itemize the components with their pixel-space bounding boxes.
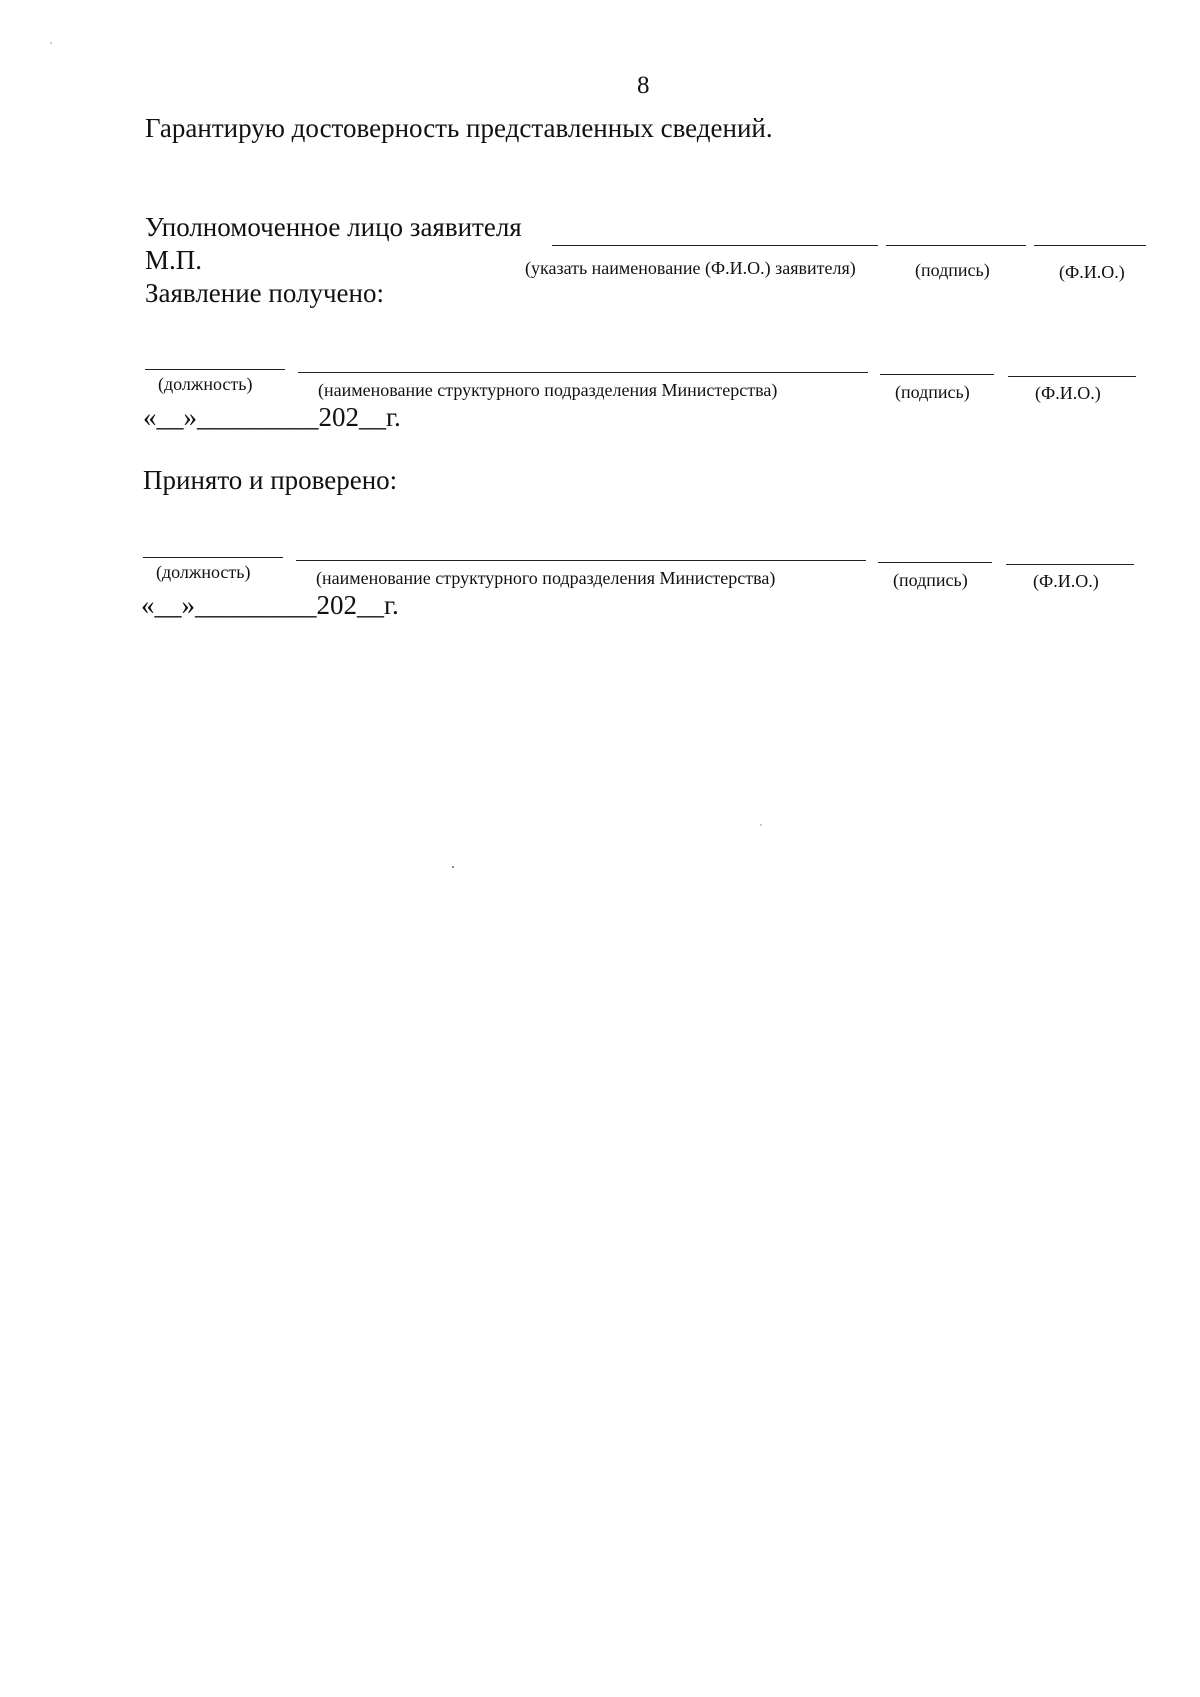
guarantee-statement: Гарантирую достоверность представленных сведений. — [145, 113, 773, 143]
checked-signature-line — [878, 562, 992, 563]
page-number: 8 — [637, 72, 650, 99]
seal-label: М.П. — [145, 245, 203, 275]
applicant-fio-line — [1034, 245, 1146, 246]
received-signature-line — [880, 374, 994, 375]
checked-signature-caption: (подпись) — [893, 570, 968, 590]
applicant-label: Уполномоченное лицо заявителя — [145, 212, 522, 242]
applicant-signature-line — [886, 245, 1026, 246]
received-date-line: «__»_________202__г. — [143, 402, 401, 432]
scan-speck — [50, 42, 52, 44]
checked-department-caption: (наименование структурного подразделения Министерства) — [316, 568, 776, 588]
checked-fio-line — [1006, 564, 1134, 565]
checked-position-line — [143, 557, 283, 558]
received-fio-line — [1008, 376, 1136, 377]
applicant-name-line — [552, 245, 878, 246]
checked-position-caption: (должность) — [156, 562, 251, 582]
scan-speck — [760, 824, 762, 826]
applicant-fio-caption: (Ф.И.О.) — [1059, 262, 1125, 282]
scan-speck — [452, 866, 454, 868]
applicant-name-caption: (указать наименование (Ф.И.О.) заявителя) — [525, 258, 856, 278]
checked-department-line — [296, 560, 866, 561]
checked-fio-caption: (Ф.И.О.) — [1033, 571, 1099, 591]
received-heading: Заявление получено: — [145, 278, 384, 308]
received-department-caption: (наименование структурного подразделения Министерства) — [318, 380, 778, 400]
received-signature-caption: (подпись) — [895, 382, 970, 402]
checked-heading: Принято и проверено: — [143, 465, 398, 495]
checked-date-line: «__»_________202__г. — [141, 590, 399, 620]
received-fio-caption: (Ф.И.О.) — [1035, 383, 1101, 403]
received-department-line — [298, 372, 868, 373]
received-position-line — [145, 369, 285, 370]
received-position-caption: (должность) — [158, 374, 253, 394]
applicant-signature-caption: (подпись) — [915, 260, 990, 280]
